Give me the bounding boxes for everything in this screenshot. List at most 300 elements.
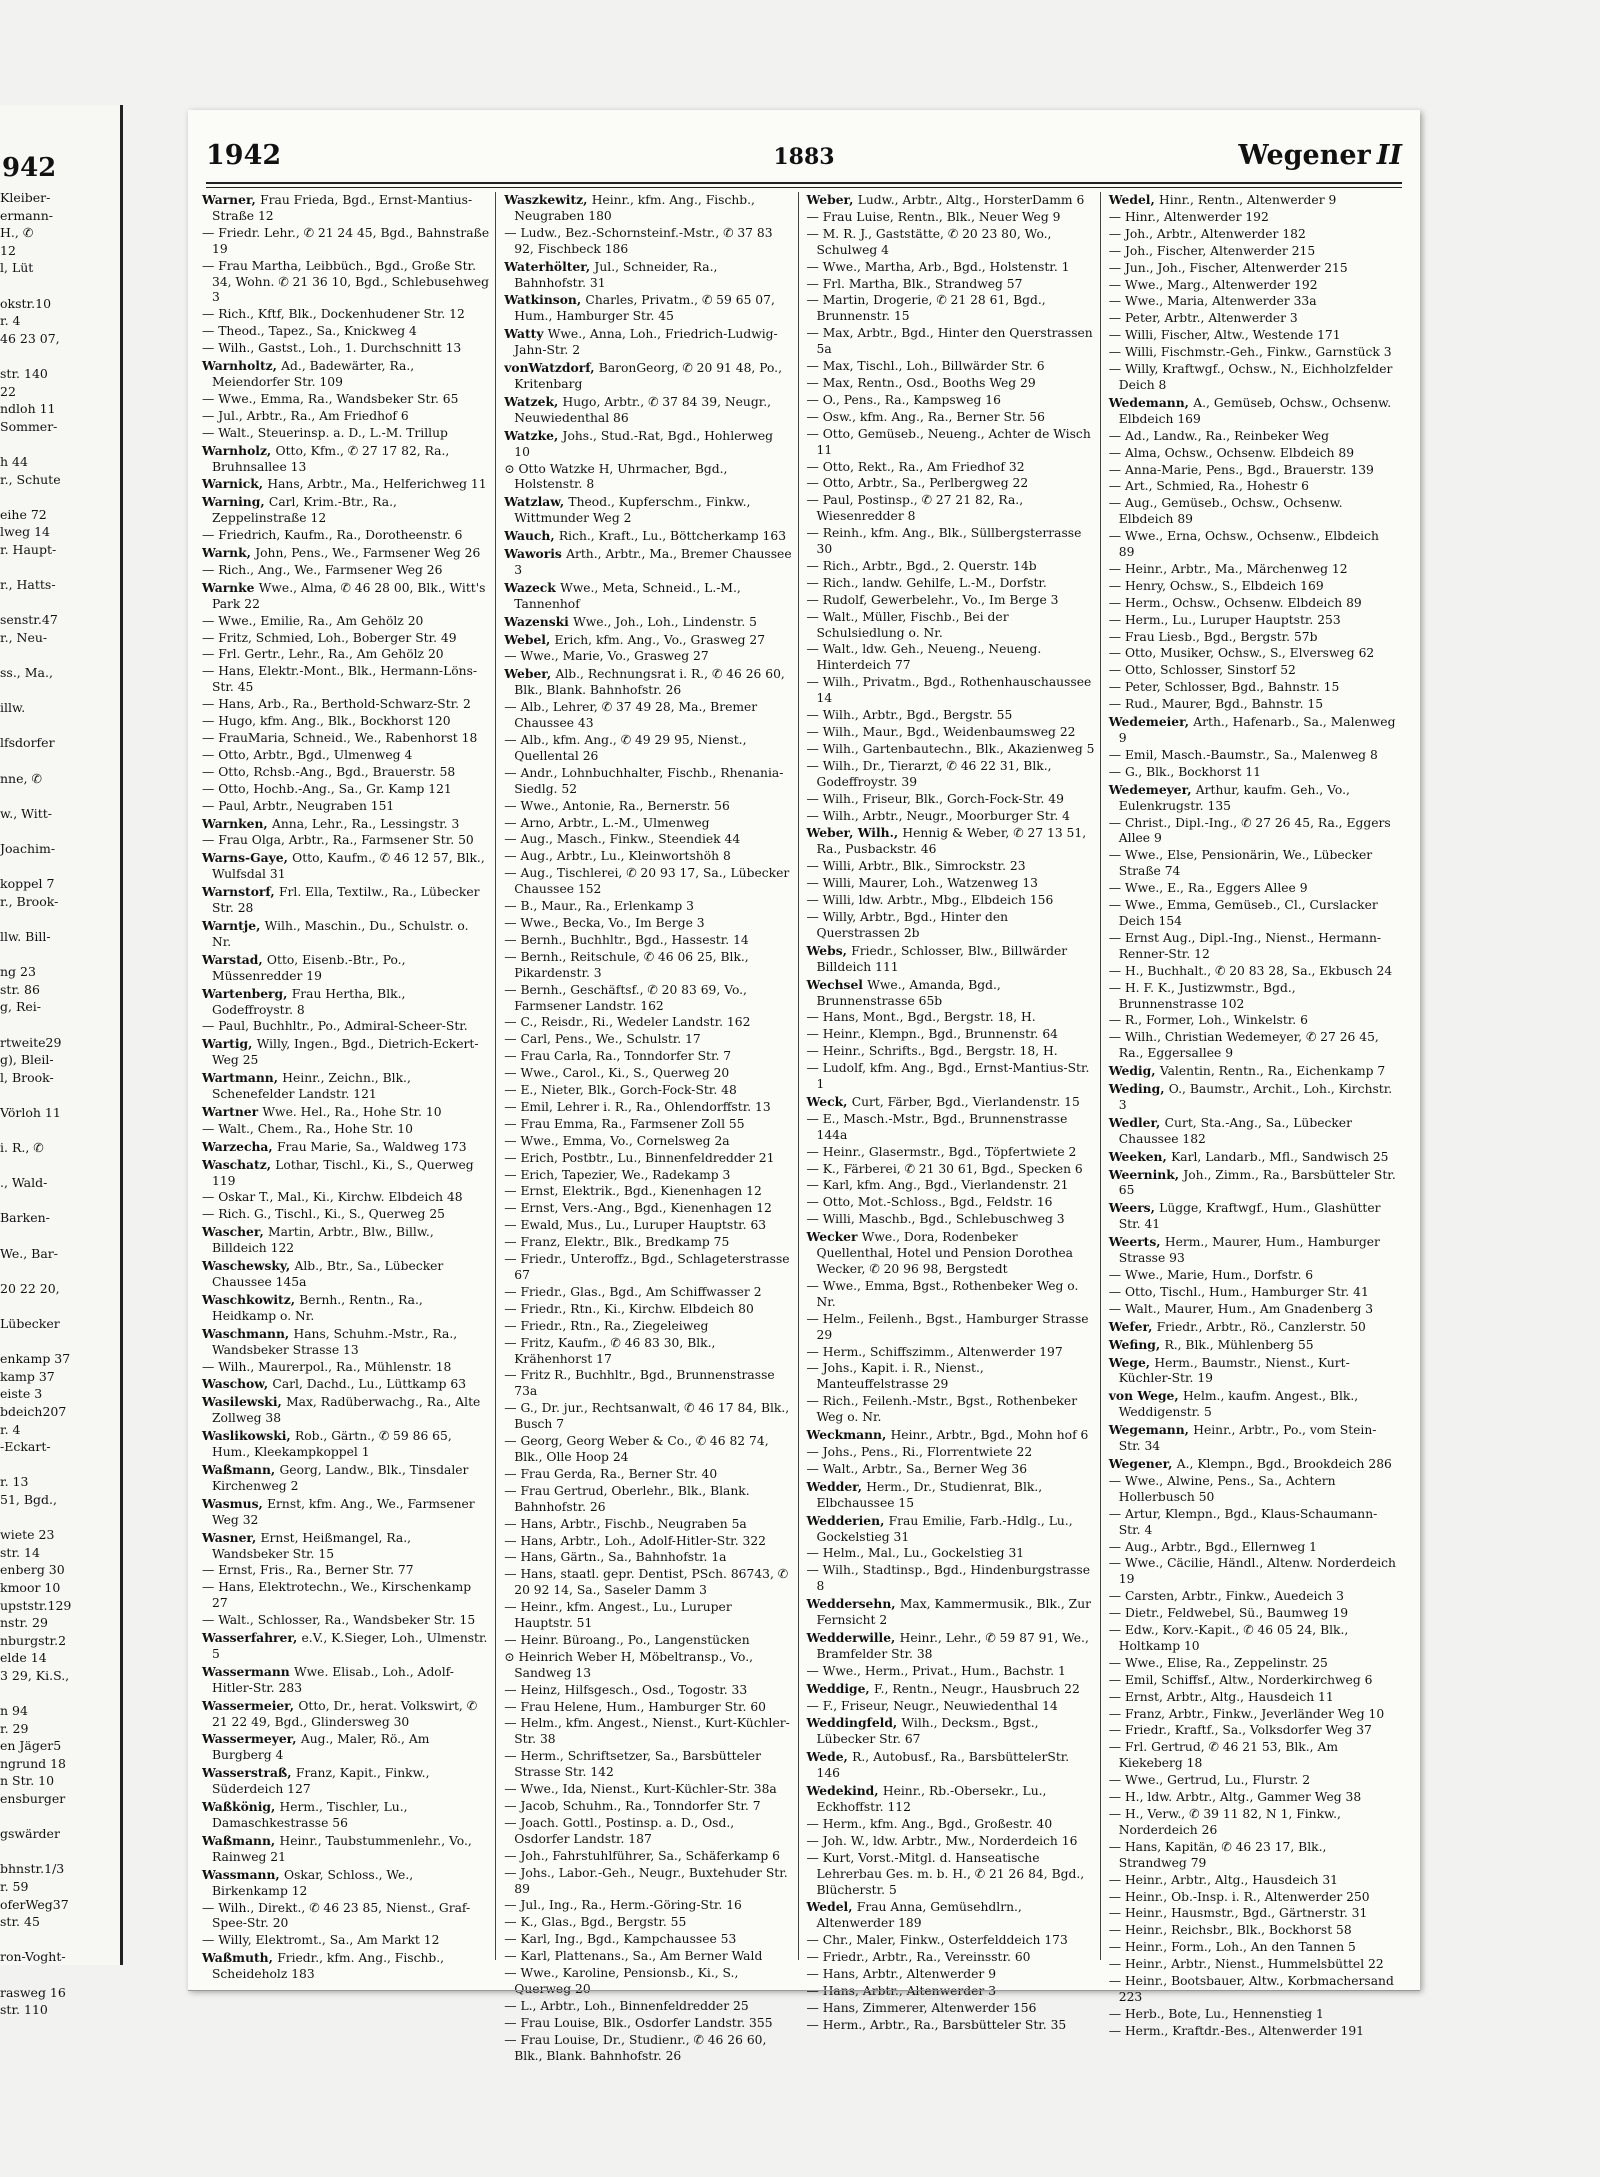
directory-entry: [807, 410, 1095, 426]
entry-details: — Heinr., Bootsbauer, Altw., Korbmachersand 223: [1108, 1974, 1394, 2004]
entry-details: — Frau Olga, Arbtr., Ra., Farmsener Str. 50: [202, 833, 474, 848]
directory-entry: [807, 1479, 1095, 1512]
directory-entry: [202, 1765, 490, 1798]
directory-entry: [504, 766, 792, 798]
directory-entry: [807, 1749, 1095, 1782]
directory-entry: [1109, 1285, 1397, 1301]
entry-details: — Jul., Ing., Ra., Herm.-Göring-Str. 16: [504, 1898, 742, 1913]
directory-entry: [807, 876, 1095, 892]
entry-details: — Willi, Maurer, Loh., Watzenweg 13: [806, 876, 1038, 891]
directory-entry: [807, 260, 1095, 276]
entry-details: — Walt., Arbtr., Sa., Berner Weg 36: [806, 1461, 1028, 1476]
directory-entry: [1109, 1656, 1397, 1672]
directory-entry: [202, 1376, 490, 1393]
entry-details: — Wilh., Gastst., Loh., 1. Durchschnitt 13: [202, 341, 462, 356]
directory-entry: [1109, 210, 1397, 226]
previous-page-line: g), Bleil-: [0, 1052, 54, 1068]
directory-entry: [202, 850, 490, 883]
entry-surname: Weddingfeld,: [806, 1715, 902, 1731]
previous-page-line: [0, 1016, 120, 1034]
previous-page-line: str. 45: [0, 1914, 40, 1930]
directory-entry: [202, 1867, 490, 1900]
directory-entry: [1109, 1707, 1397, 1723]
previous-page-line: g, Rei-: [0, 999, 41, 1015]
directory-entry: [807, 825, 1095, 858]
entry-details: — Heinr., Glasermstr., Bgd., Töpfertwiete 2: [806, 1144, 1077, 1159]
directory-entry: [202, 731, 490, 747]
directory-entry: [1109, 782, 1397, 815]
entry-surname: Warnstorf,: [202, 884, 279, 900]
entry-surname: Wegener,: [1108, 1455, 1177, 1471]
entry-details: — Hans, Arb., Ra., Berthold-Schwarz-Str. 2: [202, 697, 471, 712]
entry-details: — Heinr., Hausmstr., Bgd., Gärtnerstr. 31: [1108, 1906, 1368, 1921]
directory-entry: [202, 358, 490, 391]
previous-page-line: [0, 787, 120, 805]
entry-details: BaronGeorg, ✆ 20 91 48, Po., Kritenbarg: [514, 361, 782, 391]
entry-details: — Ernst, Arbtr., Altg., Hausdeich 11: [1108, 1689, 1334, 1704]
directory-entry: [504, 933, 792, 949]
entry-details: Curt, Sta.-Ang., Sa., Lübecker Chaussee 182: [1118, 1115, 1352, 1146]
entry-details: — Ernst Aug., Dipl.-Ing., Nienst., Hermann-Renner-Str. 12: [1108, 930, 1382, 961]
previous-page-line: nburgstr.2: [0, 1632, 67, 1648]
entry-details: Wwe., Alma, ✆ 46 28 00, Blk., Witt's Park 22: [212, 580, 486, 611]
directory-entry: [807, 859, 1095, 875]
entry-details: Hinr., Rentn., Altenwerder 9: [1159, 193, 1337, 207]
entry-details: — Hans, Elektr.-Mont., Blk., Hermann-Löns-Str. 45: [202, 664, 478, 695]
entry-details: — Wwe., Emma, Ra., Wandsbeker Str. 65: [202, 391, 459, 406]
directory-entry: [202, 580, 490, 613]
entry-details: Oskar, Schloss., We., Birkenkamp 12: [212, 1867, 414, 1898]
directory-entry: [504, 462, 792, 494]
directory-entry: [504, 1218, 792, 1234]
entry-details: — Fritz R., Buchhltr., Bgd., Brunnenstrasse 73a: [504, 1368, 775, 1399]
entry-details: — Paul, Postinsp., ✆ 27 21 82, Ra., Wiesenredder 8: [806, 493, 1024, 524]
entry-details: — Bernh., Geschäftsf., ✆ 20 83 69, Vo., Farmsener Landstr. 162: [504, 982, 747, 1013]
directory-entry: [504, 899, 792, 915]
entry-details: Heinr., Zeichn., Blk., Schenefelder Landstr. 121: [212, 1071, 411, 1102]
entry-details: — Aug., Gemüseb., Ochsw., Ochsenw. Elbdeich 89: [1108, 496, 1343, 527]
page-header: [206, 138, 1402, 184]
entry-details: Bernh., Rentn., Ra., Heidkamp o. Nr.: [212, 1292, 423, 1323]
entry-details: Wwe., Meta, Schneid., L.-M., Tannenhof: [514, 580, 741, 611]
directory-entry: [504, 649, 792, 665]
previous-page-line: upststr.129: [0, 1597, 72, 1613]
directory-entry: [504, 832, 792, 848]
previous-page-line: We., Bar-: [0, 1245, 58, 1261]
entry-details: — H. F. K., Justizwmstr., Bgd., Brunnenstrasse 102: [1108, 980, 1296, 1011]
entry-details: — Johs., Pens., Ri., Florrentwiete 22: [806, 1444, 1033, 1459]
previous-page-line: 22: [0, 383, 16, 399]
entry-details: — Hans, staatl. gepr. Dentist, PSch. 86743, ✆ 20 92 14, Sa., Saseler Damm 3: [504, 1567, 789, 1598]
entry-details: Herm., Maurer, Hum., Hamburger Strasse 93: [1118, 1235, 1380, 1266]
entry-surname: Weckmann,: [806, 1427, 891, 1443]
previous-page-line: eiste 3: [0, 1386, 43, 1402]
entry-details: — Joh. W., ldw. Arbtr., Mw., Norderdeich 16: [806, 1833, 1078, 1848]
entry-details: Heinr., Taubstummenlehr., Vo., Rainweg 21: [212, 1833, 472, 1864]
previous-page-line: 46 23 07,: [0, 330, 60, 346]
directory-entry: [807, 1394, 1095, 1426]
entry-details: — Wwe., Erna, Ochsw., Ochsenw., Elbdeich 89: [1108, 529, 1379, 560]
directory-entry: [807, 376, 1095, 392]
directory-entry: [1109, 898, 1397, 930]
entry-details: Otto, Kaufm., ✆ 46 12 57, Blk., Wulfsdal 31: [212, 851, 485, 882]
entry-details: — Willy, Kraftwgf., Ochsw., N., Eichholzfelder Deich 8: [1108, 362, 1393, 392]
directory-entry: [202, 1580, 490, 1612]
entry-details: — Wwe., Herm., Privat., Hum., Bachstr. 1: [806, 1663, 1066, 1678]
entry-details: Wilh., Maschin., Du., Schulstr. o. Nr.: [212, 918, 469, 949]
directory-entry: [1109, 816, 1397, 848]
entry-surname: Warstad,: [202, 951, 267, 967]
directory-entry: [807, 277, 1095, 293]
directory-entry: [202, 1122, 490, 1138]
directory-entry: [202, 697, 490, 713]
previous-page-line: 3 29, Ki.S.,: [0, 1667, 70, 1683]
entry-details: — Carsten, Arbtr., Finkw., Auedeich 3: [1108, 1589, 1344, 1604]
entry-surname: Weddige,: [806, 1680, 874, 1696]
directory-entry: [807, 1229, 1095, 1278]
previous-page-line: elde 14: [0, 1650, 47, 1666]
directory-entry: [807, 427, 1095, 459]
entry-surname: Waschmann,: [202, 1325, 294, 1341]
entry-surname: Wedig,: [1108, 1063, 1160, 1079]
directory-entry: [202, 782, 490, 798]
directory-entry: [504, 1235, 792, 1251]
directory-entry: [504, 1184, 792, 1200]
entry-details: Max, Kammermusik., Blk., Zur Fernsicht 2: [816, 1597, 1091, 1628]
directory-entry: [504, 1319, 792, 1335]
directory-entry: [202, 1224, 490, 1257]
directory-entry: [807, 910, 1095, 942]
entry-details: Anna, Lehr., Ra., Lessingstr. 3: [271, 816, 460, 831]
previous-page-line: bdeich207: [0, 1403, 67, 1419]
entry-surname: Weeken,: [1108, 1148, 1172, 1164]
directory-entry: [807, 1094, 1095, 1111]
directory-entry: [1109, 663, 1397, 679]
directory-entry: [504, 1633, 792, 1649]
directory-entry: [504, 1083, 792, 1099]
directory-entry: [807, 1312, 1095, 1344]
entry-details: Franz, Kapit., Finkw., Süderdeich 127: [212, 1766, 430, 1797]
entry-details: ⊙ Otto Watzke H, Uhrmacher, Bgd., Holstenstr. 8: [504, 461, 728, 492]
entry-details: — Otto, Tischl., Hum., Hamburger Str. 41: [1108, 1284, 1369, 1299]
directory-entry: [807, 1145, 1095, 1161]
directory-entry: [202, 1462, 490, 1495]
entry-details: — Otto, Rchsb.-Ang., Bgd., Brauerstr. 58: [202, 764, 456, 779]
entry-details: Jul., Schneider, Ra., Bahnhofstr. 31: [514, 259, 718, 290]
directory-entry: [202, 1613, 490, 1629]
directory-entry: [807, 1933, 1095, 1949]
previous-page-line: [0, 1808, 120, 1826]
entry-details: Johs., Stud.-Rat, Bgd., Hohlerweg 10: [514, 428, 773, 459]
entry-details: Wwe., Amanda, Bgd., Brunnenstrasse 65b: [816, 977, 1001, 1008]
entry-details: — Anna-Marie, Pens., Bgd., Brauerstr. 139: [1108, 462, 1374, 477]
entry-details: — Wwe., Emma, Bgst., Rothenbeker Weg o. Nr.: [806, 1278, 1079, 1309]
directory-entry: [504, 226, 792, 258]
directory-entry: [202, 631, 490, 647]
directory-entry: [504, 2033, 792, 2065]
entry-details: — Frl. Gertr., Lehr., Ra., Am Gehölz 20: [202, 647, 444, 662]
entry-details: — Karl, Ing., Bgd., Kampchaussee 53: [504, 1932, 737, 1947]
directory-entry: [504, 799, 792, 815]
directory-entry: [1109, 1474, 1397, 1506]
previous-page-line: i. R., ✆: [0, 1140, 44, 1156]
entry-details: — Ewald, Mus., Lu., Luruper Hauptstr. 63: [504, 1218, 767, 1233]
previous-page-line: [0, 822, 120, 840]
entry-details: Rich., Kraft., Lu., Böttcherkamp 163: [558, 529, 787, 544]
entry-details: — Theod., Tapez., Sa., Knickweg 4: [202, 324, 417, 339]
directory-entry: [202, 884, 490, 917]
entry-details: — Aug., Tischlerei, ✆ 20 93 17, Sa., Lübecker Chaussee 152: [504, 866, 790, 897]
entry-surname: Warnken,: [202, 815, 272, 831]
previous-page-line: 51, Bgd.,: [0, 1491, 57, 1507]
previous-page-line: [0, 1227, 120, 1245]
entry-details: — Frau Louise, Dr., Studienr., ✆ 46 26 60, Blk., Blank. Bahnhofstr. 26: [504, 2032, 767, 2063]
directory-entry: [504, 1932, 792, 1948]
directory-entry: [807, 1699, 1095, 1715]
entry-surname: Wedel,: [1108, 192, 1160, 207]
entry-details: — Helm., kfm. Angest., Nienst., Kurt-Küchler-Str. 38: [504, 1716, 790, 1747]
entry-details: — Willi, Arbtr., Blk., Simrockstr. 23: [806, 859, 1026, 874]
previous-page-line: [0, 946, 120, 964]
entry-details: Wwe., Anna, Loh., Friedrich-Ludwig-Jahn-Str. 2: [514, 327, 778, 358]
entry-details: — M. R. J., Gaststätte, ✆ 20 23 80, Wo., Schulweg 4: [806, 226, 1052, 257]
directory-entry: [202, 563, 490, 579]
previous-page-line: nne, ✆: [0, 770, 42, 786]
entry-surname: Waßkönig,: [202, 1799, 280, 1815]
entry-details: — Reinh., kfm. Ang., Blk., Süllbergsterrasse 30: [806, 526, 1082, 557]
entry-surname: von Wege,: [1108, 1388, 1183, 1404]
directory-entry: [1109, 328, 1397, 344]
directory-entry: [807, 1361, 1095, 1393]
entry-details: — Friedr., Unteroffz., Bgd., Schlageterstrasse 67: [504, 1252, 790, 1282]
previous-page-line: ndloh 11: [0, 401, 56, 417]
previous-page-year: 942: [2, 153, 57, 183]
entry-surname: Wedekind,: [806, 1783, 883, 1799]
directory-entry: [504, 1915, 792, 1931]
previous-page-line: r., Neu-: [0, 629, 48, 645]
directory-entry: [202, 1563, 490, 1579]
directory-entry: [807, 725, 1095, 741]
entry-details: — Frl. Gertrud, ✆ 46 21 53, Blk., Am Kiekeberg 18: [1108, 1740, 1339, 1771]
directory-entry: [1109, 1337, 1397, 1354]
directory-entry: [504, 1849, 792, 1865]
entry-details: Alb., Rechnungsrat i. R., ✆ 46 26 60, Blk., Blank. Bahnhofstr. 26: [514, 667, 785, 698]
entry-surname: Wasmus,: [202, 1495, 268, 1511]
entry-details: — Heinr., Arbtr., Nienst., Hummelsbüttel 22: [1108, 1957, 1384, 1972]
entry-surname: Wedemeyer,: [1108, 781, 1196, 797]
previous-page-line: enberg 30: [0, 1562, 65, 1578]
directory-entry: [1109, 1723, 1397, 1739]
entry-details: A., Klempn., Bgd., Brookdeich 286: [1176, 1456, 1392, 1471]
directory-entry: [807, 476, 1095, 492]
directory-entry: [504, 700, 792, 732]
entry-details: — Frau Gerda, Ra., Berner Str. 40: [504, 1466, 718, 1481]
previous-page-line: senstr.47: [0, 612, 58, 628]
entry-details: — Erich, Postbtr., Lu., Binnenfeldredder 21: [504, 1150, 775, 1165]
directory-entry: [1109, 1422, 1397, 1455]
directory-entry: [504, 428, 792, 461]
previous-page-line: [0, 910, 120, 928]
previous-page-line: nstr. 29: [0, 1615, 48, 1631]
previous-page-line: H., ✆: [0, 225, 34, 241]
entry-details: — Joh., Arbtr., Altenwerder 182: [1108, 226, 1306, 241]
entry-details: — F., Friseur, Neugr., Neuwiedenthal 14: [806, 1698, 1058, 1713]
directory-entry: [504, 1049, 792, 1065]
entry-details: — Max, Tischl., Loh., Billwärder Str. 6: [806, 359, 1045, 374]
directory-entry: [202, 952, 490, 985]
entry-details: — Rich., Kftf, Blk., Dockenhudener Str. 12: [202, 307, 465, 322]
directory-entry: [1109, 2024, 1397, 2040]
directory-entry: [504, 1949, 792, 1965]
directory-entry: [1109, 278, 1397, 294]
directory-entry: [1109, 1740, 1397, 1772]
entry-details: — G., Blk., Bockhorst 11: [1108, 764, 1262, 779]
entry-details: — Willy, Elektromt., Sa., Am Markt 12: [202, 1933, 440, 1948]
previous-page-line: [0, 488, 120, 506]
previous-page-line: str. 86: [0, 981, 40, 997]
directory-entry: [807, 792, 1095, 808]
directory-entry: [504, 1434, 792, 1466]
entry-details: Hennig & Weber, ✆ 27 13 51, Ra., Pusbackstr. 46: [816, 826, 1087, 857]
previous-page-line: [0, 1121, 120, 1139]
previous-page-line: str. 140: [0, 365, 48, 381]
entry-surname: vonWatzdorf,: [504, 360, 599, 376]
directory-entry: [1109, 261, 1397, 277]
running-title-name: Wegener: [1238, 140, 1371, 171]
directory-entry: [202, 1933, 490, 1949]
entry-details: — K., Glas., Bgd., Bergstr. 55: [504, 1915, 687, 1930]
previous-page-line: illw.: [0, 700, 26, 716]
directory-entry: [1109, 496, 1397, 528]
entry-surname: Wedel,: [806, 1899, 857, 1915]
entry-details: Frau Frieda, Bgd., Ernst-Mantius-Straße 12: [212, 193, 473, 223]
entry-details: — Ernst, Vers.-Ang., Bgd., Kienenhagen 12: [504, 1201, 772, 1216]
directory-entry: [1109, 1807, 1397, 1839]
directory-entry: [504, 1117, 792, 1133]
entry-details: — Hans, Kapitän, ✆ 46 23 17, Blk., Strandweg 79: [1108, 1839, 1327, 1870]
directory-entry: [807, 210, 1095, 226]
entry-details: Willy, Ingen., Bgd., Dietrich-Eckert-Weg 25: [212, 1037, 479, 1068]
entry-details: — Friedr., Kraftf., Sa., Volksdorfer Weg 37: [1108, 1723, 1372, 1738]
entry-surname: Wedderwille,: [806, 1629, 900, 1645]
directory-entry: [504, 1201, 792, 1217]
entry-surname: Weber,: [504, 666, 556, 682]
entry-details: — H., Buchhalt., ✆ 20 83 28, Sa., Ekbusch 24: [1108, 963, 1393, 978]
entry-details: Arthur, kaufm. Geh., Vo., Eulenkrugstr. 135: [1118, 782, 1350, 813]
previous-page-line: [0, 558, 120, 576]
entry-details: — Wwe., Else, Pensionärin, We., Lübecker Straße 74: [1108, 848, 1373, 879]
entry-details: Friedr., kfm. Ang., Fischb., Scheideholz 183: [212, 1951, 445, 1982]
entry-details: — Aug., Masch., Finkw., Steendiek 44: [504, 832, 741, 847]
directory-entry: [807, 1817, 1095, 1833]
directory-entry: [1109, 765, 1397, 781]
directory-entry: [202, 1833, 490, 1866]
entry-details: — Otto, Arbtr., Bgd., Ulmenweg 4: [202, 747, 413, 762]
directory-entry: [807, 1715, 1095, 1748]
entry-details: — Wwe., Becka, Vo., Im Berge 3: [504, 915, 705, 930]
entry-details: Frau Hertha, Blk., Godeffroystr. 8: [212, 986, 406, 1017]
directory-entry: [807, 1664, 1095, 1680]
entry-surname: Wegemann,: [1108, 1422, 1194, 1438]
previous-page-line: n Str. 10: [0, 1773, 55, 1789]
entry-details: — Wwe., Maria, Altenwerder 33a: [1108, 294, 1317, 309]
directory-entry: [807, 1950, 1095, 1966]
entry-surname: Wasilewski,: [202, 1394, 287, 1410]
entry-details: — Oskar T., Mal., Ki., Kirchw. Elbdeich 48: [202, 1190, 463, 1205]
entry-surname: Wazenski: [504, 613, 574, 629]
entry-details: — Bernh., Buchhltr., Bgd., Hassestr. 14: [504, 932, 749, 947]
entry-details: — Emil, Lehrer i. R., Ra., Ohlendorffstr. 13: [504, 1099, 771, 1114]
directory-entry: [807, 642, 1095, 674]
previous-page-line: ng 23: [0, 964, 36, 980]
directory-entry: [202, 1901, 490, 1933]
entry-surname: Waterhölter,: [504, 258, 595, 274]
entry-details: Ernst, Heißmangel, Ra., Wandsbeker Str. 15: [212, 1530, 412, 1561]
entry-details: — Heinr., Reichsbr., Blk., Bockhorst 58: [1108, 1923, 1352, 1938]
entry-details: — Frau Luise, Rentn., Blk., Neuer Weg 9: [806, 209, 1061, 224]
entry-details: — Bernh., Reitschule, ✆ 46 06 25, Blk., Pikardenstr. 3: [504, 949, 749, 980]
entry-details: Otto, Eisenb.-Btr., Po., Müssenredder 19: [212, 952, 406, 983]
entry-details: — R., Former, Loh., Winkelstr. 6: [1108, 1013, 1308, 1028]
entry-surname: Wedemeier,: [1108, 714, 1194, 730]
entry-details: — Walt., Maurer, Hum., Am Gnadenberg 3: [1108, 1301, 1374, 1316]
entry-details: — Otto, Musiker, Ochsw., S., Elversweg 62: [1108, 646, 1375, 661]
previous-page-line: gswärder: [0, 1826, 60, 1842]
directory-entry: [504, 1866, 792, 1898]
directory-entry: [202, 816, 490, 833]
entry-details: — Helm., Mal., Lu., Gockelstieg 31: [806, 1546, 1025, 1561]
directory-entry: [504, 1252, 792, 1284]
directory-entry: [807, 809, 1095, 825]
entry-details: — Wwe., Gertrud, Lu., Flurstr. 2: [1108, 1773, 1311, 1788]
directory-entry: [504, 866, 792, 898]
entry-details: — Walt., ldw. Geh., Neueng., Neueng. Hinterdeich 77: [806, 642, 1042, 673]
directory-entry: [807, 1851, 1095, 1899]
directory-entry: [504, 1168, 792, 1184]
entry-surname: Wedler,: [1108, 1114, 1165, 1130]
entry-details: — Walt., Müller, Fischb., Bei der Schulsiedlung o. Nr.: [806, 609, 1009, 640]
directory-entry: [1109, 1790, 1397, 1806]
directory-entry: [1109, 848, 1397, 880]
entry-details: — Hans, Zimmerer, Altenwerder 156: [806, 2000, 1037, 2015]
directory-entry: [504, 849, 792, 865]
directory-entry: [807, 227, 1095, 259]
entry-details: — Friedr., Glas., Bgd., Am Schiffwasser 2: [504, 1284, 762, 1299]
directory-entry: [202, 1258, 490, 1291]
previous-page-line: 20 22 20,: [0, 1280, 60, 1296]
directory-entry: [1109, 1167, 1397, 1200]
entry-details: Wwe. Hel., Ra., Hohe Str. 10: [262, 1104, 442, 1119]
previous-page-line: r., Hatts-: [0, 577, 56, 593]
directory-entry: [202, 1496, 490, 1529]
entry-details: — Max, Arbtr., Bgd., Hinter den Querstrassen 5a: [806, 326, 1093, 357]
entry-details: — Frau Gertrud, Oberlehr., Blk., Blank. Bahnhofstr. 26: [504, 1483, 750, 1514]
entry-details: — Aug., Arbtr., Bgd., Ellernweg 1: [1108, 1539, 1318, 1554]
directory-entry: [807, 1681, 1095, 1698]
entry-details: — Ernst, Fris., Ra., Berner Str. 77: [202, 1563, 414, 1578]
entry-details: — Wilh., Maurerpol., Ra., Mühlenstr. 18: [202, 1359, 452, 1374]
directory-entry: [1109, 1690, 1397, 1706]
previous-page-line: Kleiber-: [0, 190, 51, 205]
entry-details: — Hans, Mont., Bgd., Bergstr. 18, H.: [806, 1010, 1036, 1025]
entry-details: — Herb., Bote, Lu., Hennenstieg 1: [1108, 2006, 1324, 2021]
entry-surname: Wascher,: [202, 1224, 269, 1240]
entry-details: Karl, Landarb., Mfl., Sandwisch 25: [1171, 1149, 1389, 1164]
directory-entry: [504, 1567, 792, 1599]
directory-entry: [1109, 479, 1397, 495]
entry-surname: Warnholz,: [202, 442, 276, 458]
entry-details: — Herm., Lu., Luruper Hauptstr. 253: [1108, 612, 1341, 627]
